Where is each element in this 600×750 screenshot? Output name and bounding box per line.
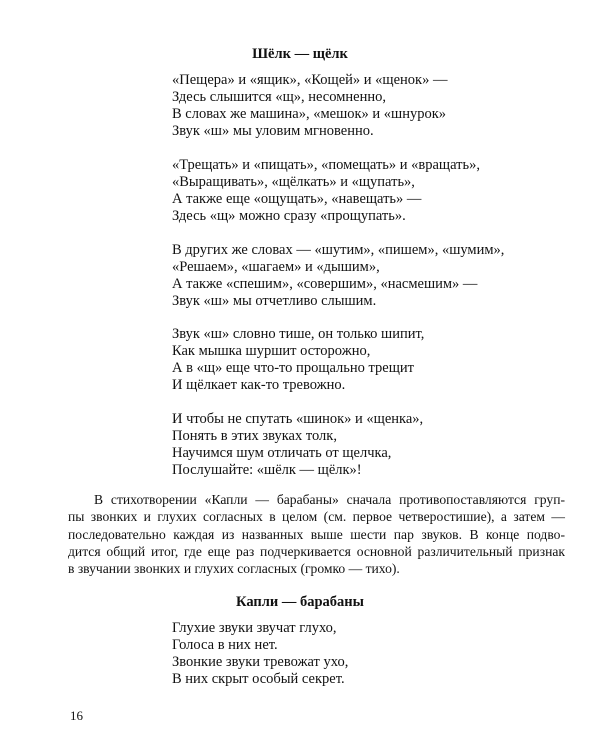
- poem-line: «Пещера» и «ящик», «Кощей» и «щенок» —: [172, 72, 448, 88]
- poem-line: Здесь «щ» можно сразу «прощупать».: [172, 208, 406, 224]
- paragraph-line: пы звонких и глухих согласных в целом (см. первое четверостишие), а затем —: [68, 509, 565, 525]
- poem-line: В них скрыт особый секрет.: [172, 671, 345, 687]
- poem-line: Научимся шум отличать от щелчка,: [172, 445, 392, 461]
- poem-line: А также «спешим», «совершим», «насмешим» —: [172, 276, 478, 292]
- commentary-paragraph: [68, 491, 565, 577]
- poem-title: Шёлк — щёлк: [252, 46, 348, 62]
- poem-stanza-1: [172, 72, 572, 140]
- poem-line: Как мышка шуршит осторожно,: [172, 343, 371, 359]
- paragraph-line: последовательно каждая из названных выше шести пар звуков. В конце подво-: [68, 526, 565, 542]
- poem-line: «Решаем», «шагаем» и «дышим»,: [172, 259, 380, 275]
- poem-stanza-3: [172, 242, 572, 310]
- poem-line: И чтобы не спутать «шинок» и «щенка»,: [172, 411, 424, 427]
- poem-line: Голоса в них нет.: [172, 637, 278, 653]
- poem-stanza-2: [172, 157, 572, 225]
- poem-line: Звук «ш» мы отчетливо слышим.: [172, 293, 377, 309]
- poem-line: Звук «ш» словно тише, он только шипит,: [172, 326, 425, 342]
- poem-stanza-5: [172, 411, 572, 479]
- poem-line: Послушайте: «шёлк — щёлк»!: [172, 462, 362, 478]
- poem-line: Звонкие звуки тревожат ухо,: [172, 654, 349, 670]
- poem-line: Здесь слышится «щ», несомненно,: [172, 89, 386, 105]
- poem-title: Капли — барабаны: [236, 594, 364, 610]
- poem-line: «Трещать» и «пищать», «помещать» и «вращать»,: [172, 157, 480, 173]
- page-number: 16: [70, 708, 83, 723]
- poem-stanza-6: [172, 620, 572, 688]
- paragraph-line: в звучании звонких и глухих согласных (громко — тихо).: [68, 561, 400, 577]
- poem-line: Глухие звуки звучат глухо,: [172, 620, 337, 636]
- poem-line: И щёлкает как-то тревожно.: [172, 377, 346, 393]
- paragraph-line: В стихотворении «Капли — барабаны» сначала противопоставляются груп-: [94, 492, 565, 507]
- poem-line: Звук «ш» мы уловим мгновенно.: [172, 123, 374, 139]
- poem-line: А также еще «ощущать», «навещать» —: [172, 191, 422, 207]
- poem-line: «Выращивать», «щёлкать» и «щупать»,: [172, 174, 415, 190]
- poem-line: В других же словах — «шутим», «пишем», «шумим»,: [172, 242, 505, 258]
- poem-line: Понять в этих звуках толк,: [172, 428, 337, 444]
- poem-stanza-4: [172, 326, 572, 394]
- poem-line: А в «щ» еще что-то прощально трещит: [172, 360, 414, 376]
- paragraph-line: дится общий итог, где еще раз подчеркивается основной различительный признак: [68, 543, 565, 559]
- poem-line: В словах же машина», «мешок» и «шнурок»: [172, 106, 447, 122]
